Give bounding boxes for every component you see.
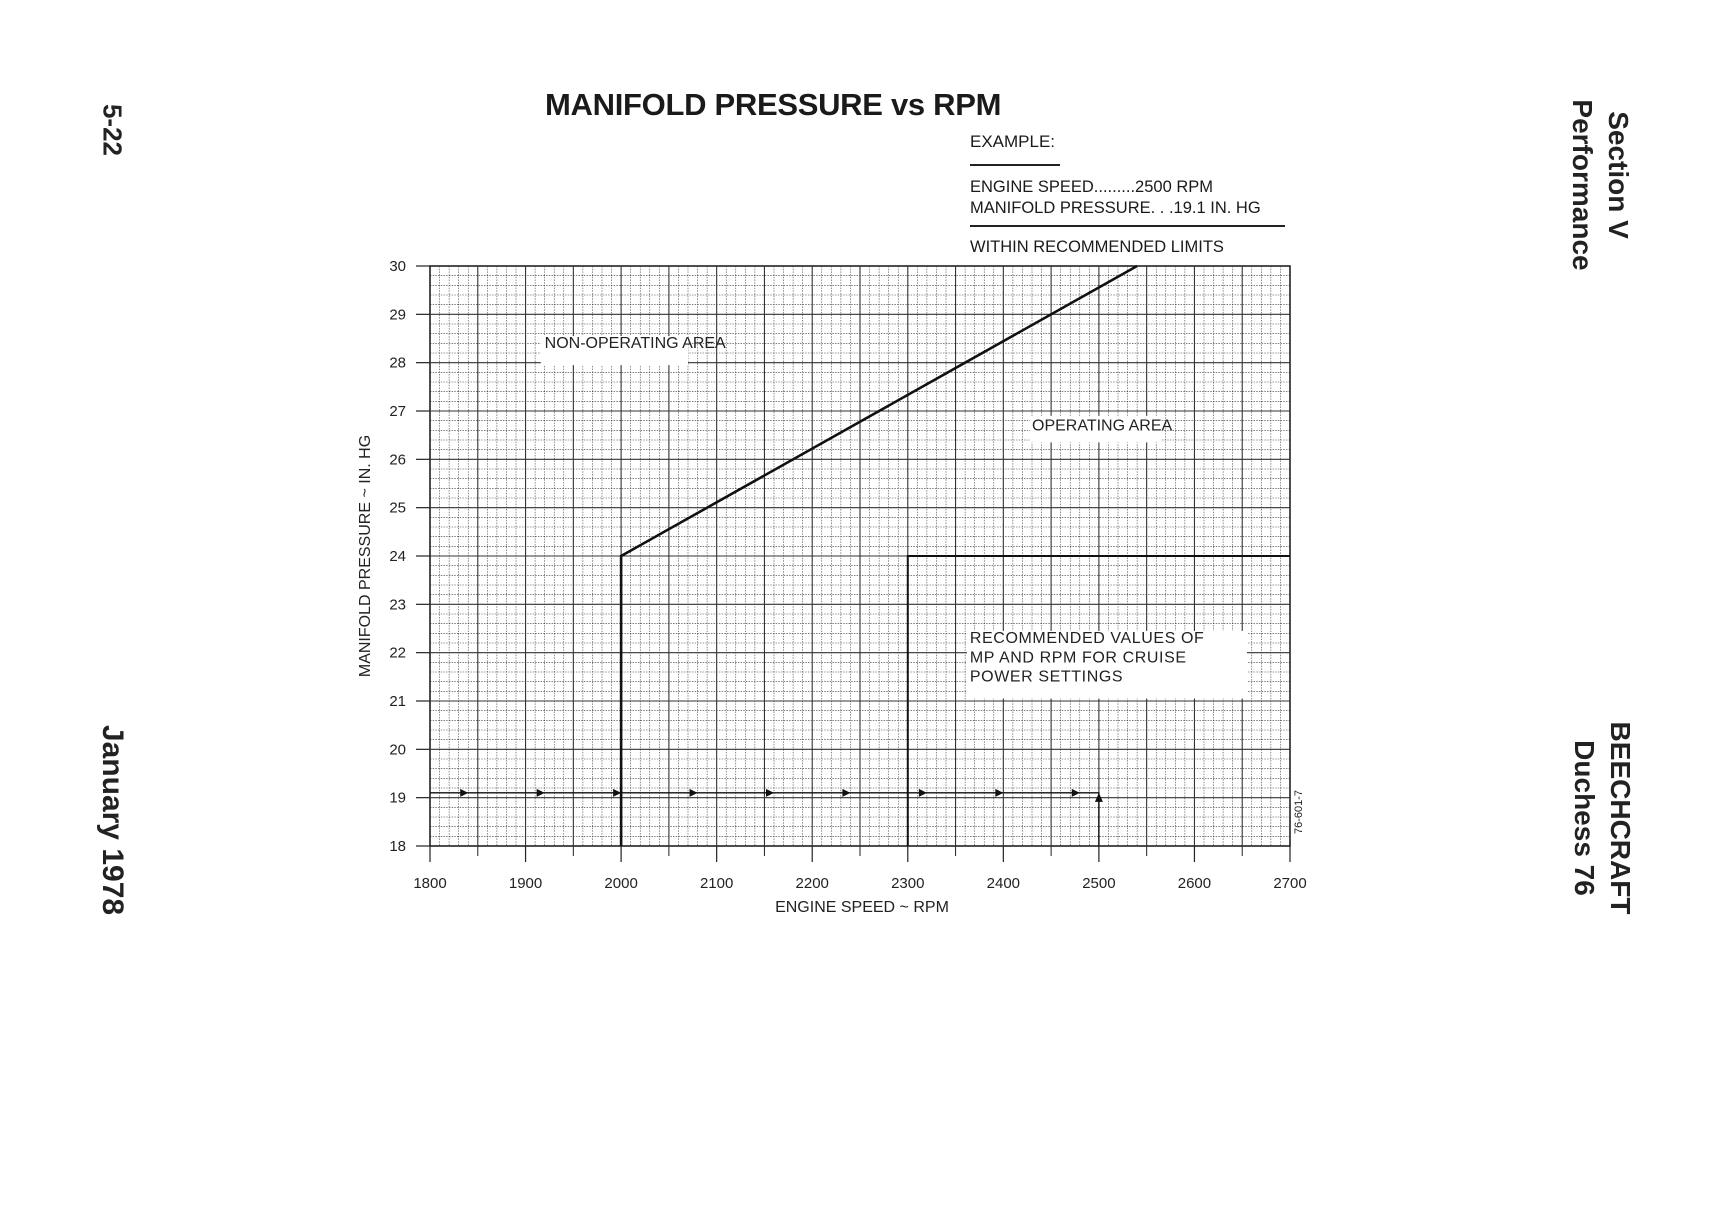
chart-title: MANIFOLD PRESSURE vs RPM [545,87,1002,122]
y-tick-label: 20 [389,741,406,759]
publication-date: January 1978 [96,724,129,916]
x-tick-label: 1800 [413,875,447,892]
y-tick-label: 26 [389,451,406,469]
x-tick-label: 2400 [986,875,1021,892]
x-tick-label: 2600 [1177,875,1212,892]
example-result: WITHIN RECOMMENDED LIMITS [970,238,1224,256]
y-tick-label: 22 [389,644,406,662]
example-heading: EXAMPLE: [970,132,1056,151]
brand-label: BEECHCRAFT [1605,721,1636,915]
x-tick-label: 1900 [508,875,543,892]
model-label: Duchess 76 [1569,740,1600,896]
annotation-label: POWER SETTINGS [969,668,1124,686]
y-tick-label: 23 [389,596,406,614]
y-tick-label: 30 [389,258,406,275]
section-name: Performance [1567,99,1598,271]
x-tick-label: 2500 [1082,875,1116,892]
annotation-label: OPERATING AREA [1032,417,1173,435]
x-tick-label: 2700 [1273,875,1307,892]
y-tick-label: 27 [389,403,406,420]
x-tick-label: 2300 [891,875,925,892]
annotation-label: RECOMMENDED VALUES OF [969,630,1205,647]
x-tick-label: 2100 [699,875,734,892]
annotation-label: NON-OPERATING AREA [544,335,726,353]
y-tick-label: 18 [389,838,406,855]
figure-code: 76-601-7 [1293,789,1305,835]
y-tick-label: 25 [389,499,406,517]
annotation-label: MP AND RPM FOR CRUISE [969,649,1187,667]
y-tick-label: 21 [389,693,406,710]
y-tick-label: 19 [389,789,406,807]
y-tick-label: 28 [389,354,406,372]
x-tick-label: 2000 [604,875,638,892]
example-engine-speed: ENGINE SPEED.........2500 RPM [970,178,1213,196]
y-tick-label: 24 [389,548,406,565]
page-number: 5-22 [97,103,128,157]
y-axis-label: MANIFOLD PRESSURE ~ IN. HG [357,434,374,678]
section-label: Section V [1603,111,1634,239]
x-axis-label: ENGINE SPEED ~ RPM [775,899,949,916]
x-tick-label: 2200 [795,875,829,892]
y-tick-label: 29 [389,306,406,324]
example-manifold-pressure: MANIFOLD PRESSURE. . .19.1 IN. HG [970,199,1261,217]
